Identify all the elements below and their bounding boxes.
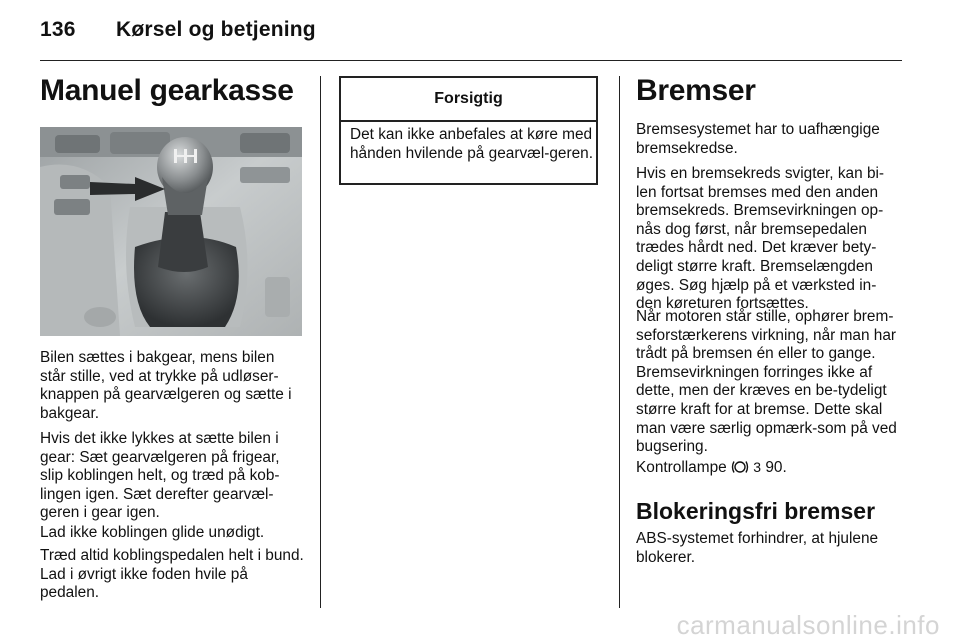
- paragraph-abs: ABS-systemet forhindrer, at hjulene blokerer.: [636, 530, 879, 566]
- chapter-title: Kørsel og betjening: [116, 18, 316, 41]
- header-rule: [40, 60, 902, 61]
- paragraph-engine-off: Når motoren står stille, ophører brem-seforstærkerens virkning, når man har trådt på bremsen én eller to gange. Bremsevirkningen forringes ikke af dette, men der kræves en be-tydeligt større kraft for at bremse. Dette skal man være særlig opmærk-som på ved bugsering.: [636, 308, 897, 456]
- column-divider-1: [320, 76, 321, 608]
- caution-box: [339, 76, 598, 185]
- reference-label: Kontrollampe: [636, 459, 727, 476]
- paragraph-gear-engage: Hvis det ikke lykkes at sætte bilen i gear: Sæt gearvælgeren på frigear, slip koblingen helt, og træd på kob-lingen igen. Sæt derefter gearvæl-geren i gear igen.: [40, 430, 280, 522]
- caution-title: Forsigtig: [341, 78, 596, 122]
- paragraph-clutch-pedal: Træd altid koblingspedalen helt i bund. Lad i øvrigt ikke foden hvile på pedalen.: [40, 547, 304, 602]
- watermark: carmanualsonline.info: [676, 610, 940, 640]
- reference-arrow-icon: 3: [753, 459, 762, 475]
- brake-warning-icon: [731, 460, 749, 480]
- column-divider-2: [619, 76, 620, 608]
- reference-page[interactable]: 90.: [765, 459, 787, 476]
- section-title-brakes: Bremser: [636, 74, 756, 107]
- gear-lever-illustration: [40, 127, 302, 336]
- caution-text: Det kan ikke anbefales at køre med hånden hvilende på gearvæl-geren.: [350, 126, 594, 162]
- section-title-abs: Blokeringsfri bremser: [636, 498, 876, 524]
- paragraph-brake-circuits: Bremsesystemet har to uafhængige bremsekredse.: [636, 121, 880, 157]
- paragraph-clutch-slip: Lad ikke koblingen glide unødigt.: [40, 524, 265, 541]
- paragraph-brake-failure: Hvis en bremsekreds svigter, kan bi-len fortsat bremses med den anden bremsekreds. Bremsevirkningen op-nås dog først, når bremsepedalen trædes hårdt ned. Det kræver bety-deligt større kraft. Bremselængden øges. Søg hjælp på et værksted in-den køreturen fortsættes.: [636, 165, 885, 313]
- paragraph-reverse-gear: Bilen sættes i bakgear, mens bilen står stille, ved at trykke på udløser-knappen på gearvælgeren og sætte i bakgear.: [40, 349, 292, 422]
- warning-lamp-reference: [636, 458, 898, 480]
- page-number: 136: [40, 18, 76, 41]
- section-title-manual-gearbox: Manuel gearkasse: [40, 74, 294, 107]
